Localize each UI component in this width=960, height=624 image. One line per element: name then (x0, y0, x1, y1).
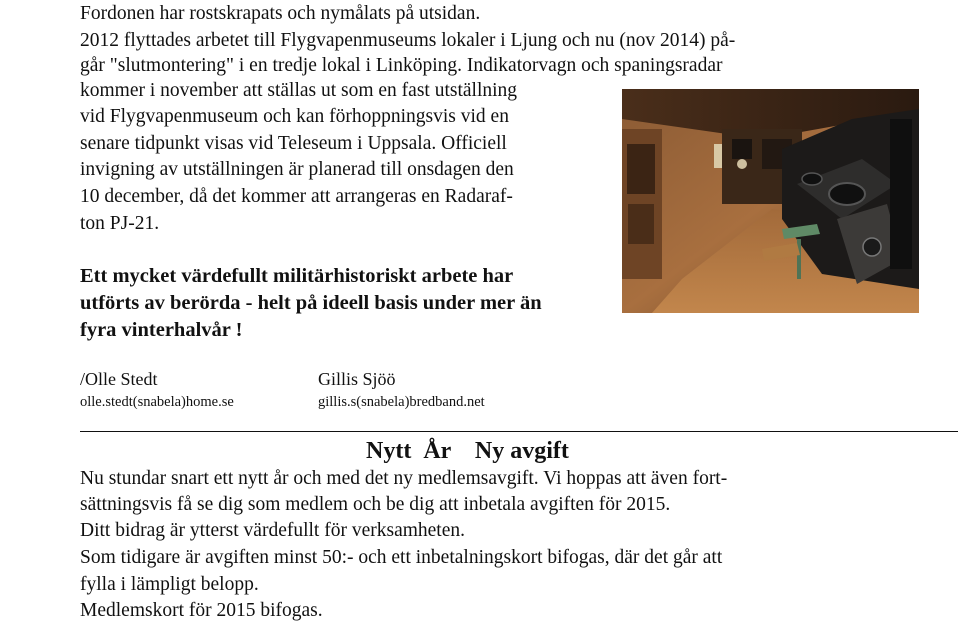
notice-line: Som tidigare är avgiften minst 50:- och ett inbetalningskort bifogas, där det går att (80, 547, 723, 568)
signature-email: gillis.s(snabela)bredband.net (318, 394, 485, 410)
article-line: går "slutmontering" i en tredje lokal i Linköping. Indikatorvagn och spaningsradar (80, 55, 723, 76)
section-divider (80, 431, 958, 432)
notice-line: fylla i lämpligt belopp. (80, 574, 259, 595)
signature-name: Gillis Sjöö (318, 369, 396, 389)
article-line: 10 december, då det kommer att arrangeras en Radaraf- (80, 186, 513, 207)
highlight-line: utförts av berörda - helt på ideell basis under mer än (80, 292, 542, 314)
highlight-line: Ett mycket värdefullt militärhistoriskt arbete har (80, 265, 514, 287)
highlight-line: fyra vinterhalvår ! (80, 319, 243, 341)
article-line: invigning av utställningen är planerad till onsdagen den (80, 159, 514, 180)
notice-heading: Nytt År Ny avgift (366, 438, 569, 464)
article-line: ton PJ-21. (80, 213, 160, 234)
radar-vehicle-interior-photo (622, 89, 919, 313)
article-line: vid Flygvapenmuseum och kan förhoppningsvis vid en (80, 106, 509, 127)
notice-line: Nu stundar snart ett nytt år och med det ny medlemsavgift. Vi hoppas att även fort- (80, 468, 728, 489)
notice-line: sättningsvis få se dig som medlem och be dig att inbetala avgiften för 2015. (80, 494, 671, 515)
signature-name: /Olle Stedt (80, 369, 158, 389)
article-line: Fordonen har rostskrapats och nymålats på utsidan. (80, 3, 481, 24)
signature-email: olle.stedt(snabela)home.se (80, 394, 234, 410)
article-line: 2012 flyttades arbetet till Flygvapenmuseums lokaler i Ljung och nu (nov 2014) på- (80, 30, 736, 51)
article-line: senare tidpunkt visas vid Teleseum i Uppsala. Officiell (80, 133, 507, 154)
notice-line: Ditt bidrag är ytterst värdefullt för verksamheten. (80, 520, 465, 541)
notice-line: Medlemskort för 2015 bifogas. (80, 600, 323, 621)
article-line: kommer i november att ställas ut som en fast utställning (80, 80, 518, 101)
